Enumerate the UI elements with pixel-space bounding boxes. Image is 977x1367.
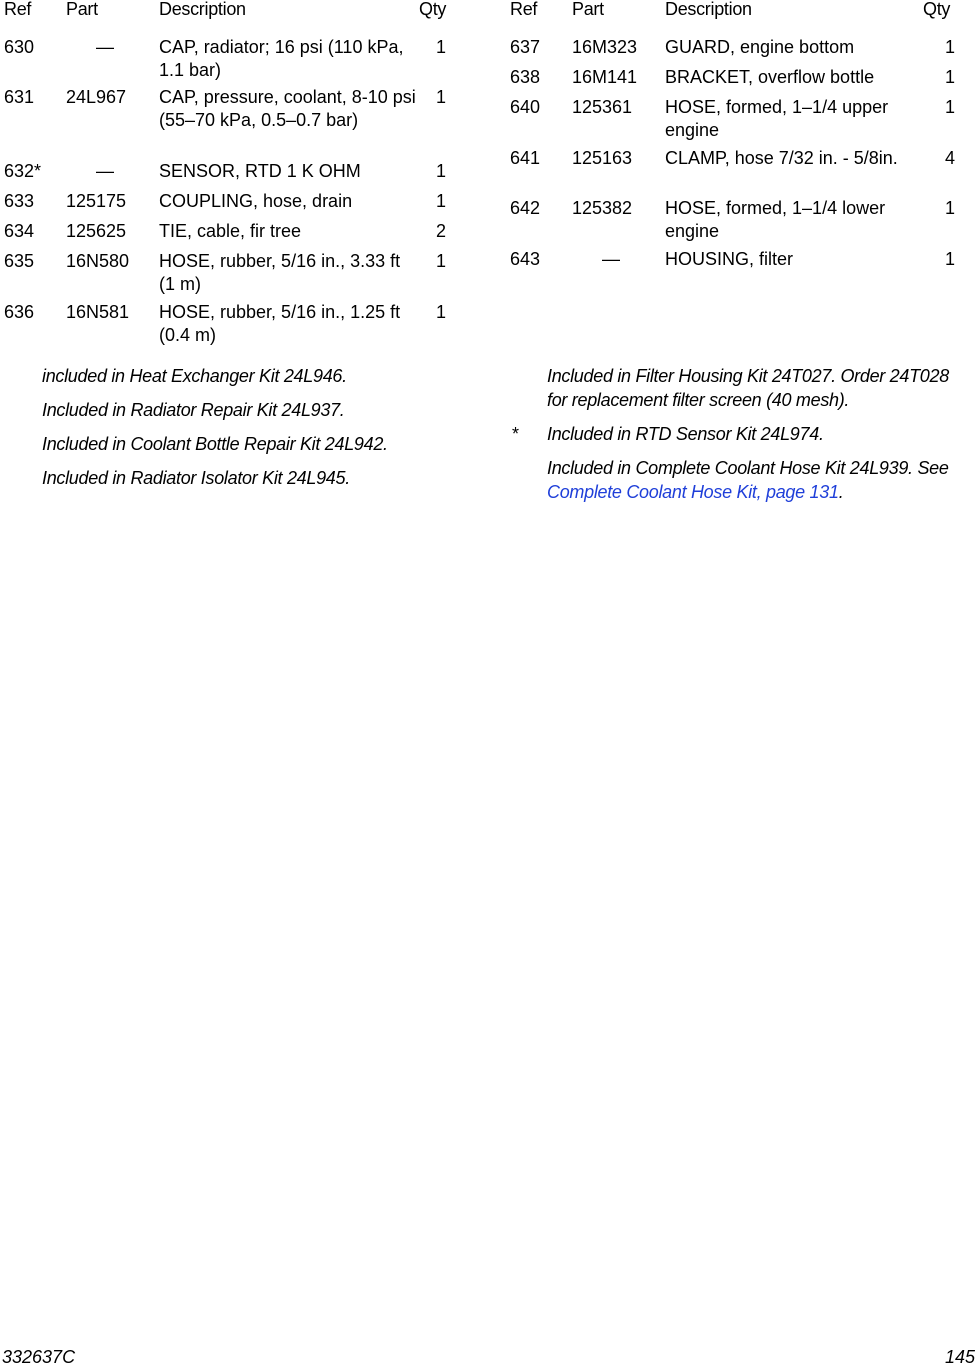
- qty-cell: 1: [945, 97, 956, 117]
- description-cell: CAP, radiator; 16 psi (110 kPa, 1.1 bar): [159, 37, 404, 80]
- parts-table-right: [510, 0, 970, 278]
- table-row: [4, 301, 464, 352]
- description-cell: CAP, pressure, coolant, 8-10 psi (55–70 kPa, 0.5–0.7 bar): [159, 87, 416, 130]
- footnote: [512, 456, 972, 504]
- ref-cell: 633: [4, 191, 35, 211]
- description-cell: BRACKET, overflow bottle: [665, 67, 875, 87]
- ref-cell: 634: [4, 221, 35, 241]
- part-cell: 16M141: [572, 67, 638, 87]
- qty-cell: 1: [945, 249, 956, 269]
- ref-cell: 638: [510, 67, 541, 87]
- footnote: [512, 364, 972, 412]
- footnote-mark: [512, 456, 547, 504]
- part-cell: 125382: [572, 198, 633, 218]
- part-cell: [66, 36, 159, 59]
- description-cell: HOUSING, filter: [665, 249, 794, 269]
- part-cell: 16M323: [572, 37, 638, 57]
- table-row: [510, 147, 970, 197]
- ref-cell: 637: [510, 37, 541, 57]
- description-cell: HOSE, formed, 1–1/4 upper engine: [665, 97, 889, 140]
- document-number: 332637C: [2, 1347, 76, 1367]
- ref-cell: 641: [510, 148, 541, 168]
- footnote: included in Heat Exchanger Kit 24L946.: [42, 366, 347, 386]
- table-row: [4, 86, 464, 160]
- ref-cell: 632*: [4, 161, 42, 181]
- table-header: [510, 0, 970, 36]
- qty-cell: 1: [436, 87, 447, 107]
- qty-cell: 4: [945, 148, 956, 168]
- ref-cell: 636: [4, 302, 35, 322]
- footnote: Included in Radiator Isolator Kit 24L945.: [42, 468, 350, 488]
- table-row: [4, 220, 464, 250]
- footnote: [512, 422, 972, 446]
- header-qty: Qty: [419, 0, 447, 19]
- table-row: [4, 160, 464, 190]
- table-row: [510, 66, 970, 96]
- ref-cell: 643: [510, 249, 541, 269]
- part-cell: 16N580: [66, 251, 130, 271]
- ref-cell: 635: [4, 251, 35, 271]
- footnote-text-start: Included in Complete Coolant Hose Kit 24L939. See: [547, 458, 949, 478]
- description-cell: CLAMP, hose 7/32 in. - 5/8in.: [665, 148, 898, 168]
- table-row: [510, 36, 970, 66]
- header-description: Description: [159, 0, 246, 19]
- footnotes-left: [42, 364, 472, 500]
- header-ref: Ref: [4, 0, 32, 19]
- part-cell: 16N581: [66, 302, 130, 322]
- table-row: [510, 197, 970, 248]
- qty-cell: 1: [436, 251, 447, 271]
- page-number: 145: [944, 1347, 975, 1367]
- cross-reference-link[interactable]: Complete Coolant Hose Kit, page 131: [547, 482, 839, 502]
- part-cell: 125175: [66, 191, 127, 211]
- description-cell: COUPLING, hose, drain: [159, 191, 353, 211]
- part-dash: —: [96, 37, 114, 57]
- footnotes-right: [512, 364, 972, 514]
- part-cell: 125163: [572, 148, 633, 168]
- footnote-text: [547, 456, 972, 504]
- qty-cell: 1: [436, 161, 447, 181]
- table-body: [4, 36, 464, 352]
- ref-cell: 631: [4, 87, 35, 107]
- table-header: [4, 0, 464, 36]
- parts-table-left: [4, 0, 464, 352]
- header-part: Part: [66, 0, 98, 19]
- qty-cell: 1: [436, 302, 447, 322]
- table-row: [510, 248, 970, 278]
- part-dash: —: [96, 161, 114, 181]
- header-qty: Qty: [923, 0, 951, 19]
- footnote: Included in Coolant Bottle Repair Kit 24L942.: [42, 434, 388, 454]
- description-cell: GUARD, engine bottom: [665, 37, 855, 57]
- table-body: [510, 36, 970, 278]
- description-cell: HOSE, formed, 1–1/4 lower engine: [665, 198, 886, 241]
- footnote-text: Included in Filter Housing Kit 24T027. Order 24T028 for replacement filter screen (40 mesh).: [547, 366, 949, 410]
- qty-cell: 1: [945, 67, 956, 87]
- footnote-text-end: .: [838, 482, 844, 502]
- qty-cell: 1: [436, 191, 447, 211]
- qty-cell: 1: [945, 37, 956, 57]
- table-row: [4, 250, 464, 301]
- ref-cell: 642: [510, 198, 541, 218]
- header-description: Description: [665, 0, 752, 19]
- description-cell: HOSE, rubber, 5/16 in., 1.25 ft (0.4 m): [159, 302, 401, 345]
- table-row: [4, 190, 464, 220]
- part-cell: [66, 160, 159, 183]
- qty-cell: 1: [436, 37, 447, 57]
- description-cell: SENSOR, RTD 1 K OHM: [159, 161, 361, 181]
- table-row: [4, 36, 464, 86]
- qty-cell: 1: [945, 198, 956, 218]
- qty-cell: 2: [436, 221, 447, 241]
- table-row: [510, 96, 970, 147]
- ref-cell: 630: [4, 37, 35, 57]
- description-cell: TIE, cable, fir tree: [159, 221, 302, 241]
- part-cell: 24L967: [66, 87, 127, 107]
- part-cell: [572, 248, 665, 271]
- header-part: Part: [572, 0, 604, 19]
- part-dash: —: [602, 249, 620, 269]
- ref-cell: 640: [510, 97, 541, 117]
- footnote: Included in Radiator Repair Kit 24L937.: [42, 400, 345, 420]
- description-cell: HOSE, rubber, 5/16 in., 3.33 ft (1 m): [159, 251, 401, 294]
- footnote-mark: *: [512, 424, 519, 444]
- part-cell: 125625: [66, 221, 127, 241]
- footnote-mark: [512, 364, 547, 412]
- footnote-text: Included in RTD Sensor Kit 24L974.: [547, 424, 824, 444]
- header-ref: Ref: [510, 0, 538, 19]
- part-cell: 125361: [572, 97, 633, 117]
